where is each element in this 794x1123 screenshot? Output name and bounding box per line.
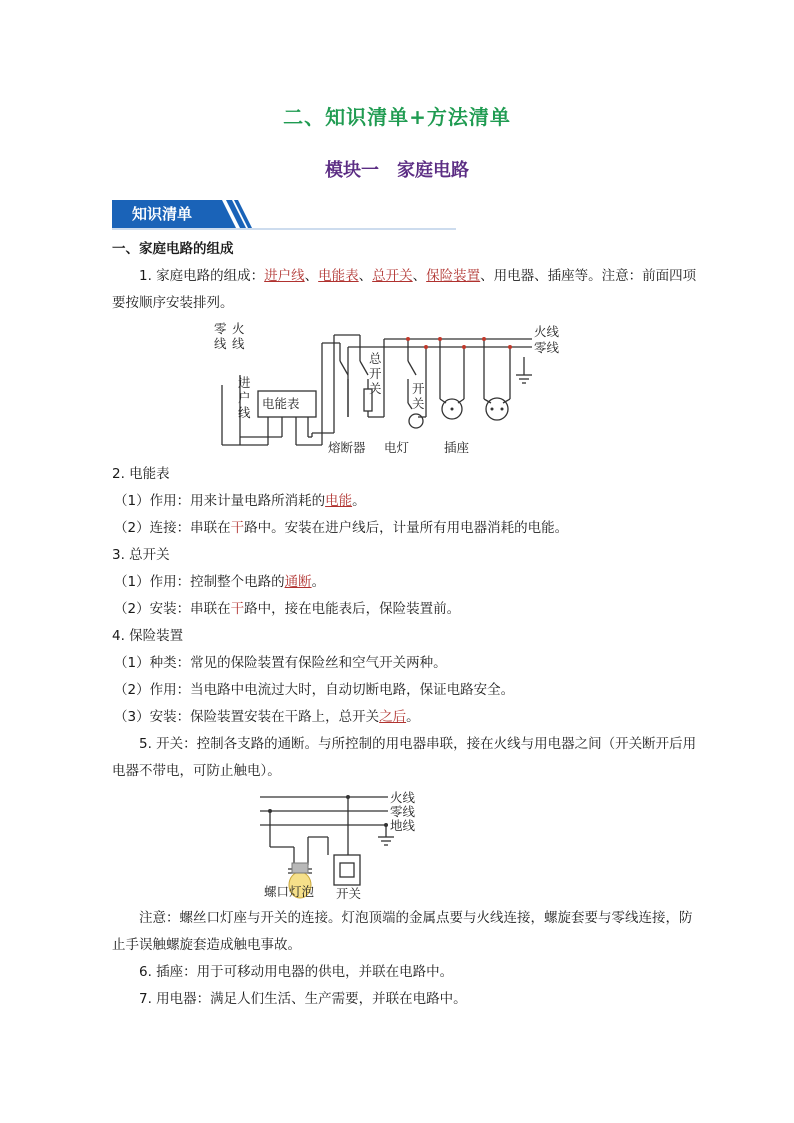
para-note: 注意：螺丝口灯座与开关的连接。灯泡顶端的金属点要与火线连接，螺旋套要与零线连接，防止手误触螺旋套造成触电事故。 [112,910,693,953]
text: 。 [311,574,326,590]
meter-connection [112,515,702,542]
key-after: 之后 [379,709,407,725]
label-service-line: 进户线 [238,375,251,420]
key-on-off: 通断 [284,574,312,590]
key-main-line-2: 干 [230,601,245,617]
text: 路中，接在电能表后，保险装置前。 [244,601,461,617]
para-socket: 6. 插座：用于可移动用电器的供电，并联在电路中。 [139,964,454,980]
key-meter: 电能表 [318,268,359,284]
text: 。 [406,709,420,725]
text: （3）安装：保险装置安装在干路上，总开关 [114,709,380,725]
section-banner [112,198,456,230]
section-banner-label: 知识清单 [132,205,193,223]
lamp-switch-diagram [112,785,702,905]
protection-types: （1）种类：常见的保险装置有保险丝和空气开关两种。 [114,655,447,671]
key-service-line: 进户线 [264,268,305,284]
content [112,236,702,1013]
label-switch-2: 开关 [336,886,362,901]
key-main-line: 干 [230,520,245,536]
label-ground: 地线 [390,818,416,833]
text: （1）作用：控制整个电路的 [114,574,285,590]
text: 、 [358,268,373,284]
text: 。 [352,493,366,509]
meter-function [112,488,702,515]
protection-function: （2）作用：当电路中电流过大时，自动切断电路，保证电路安全。 [114,682,515,698]
label-screw-lamp: 螺口灯泡 [264,884,315,899]
heading-meter: 2. 电能表 [112,466,170,482]
module-title: 模块一 家庭电路 [325,160,469,181]
text: （2）安装：串联在 [114,601,231,617]
label-socket: 插座 [444,440,470,455]
text: 、 [412,268,427,284]
label-live-left: 火线 [232,321,245,351]
heading-protection: 4. 保险装置 [112,628,184,644]
label-neutral: 零线 [390,804,416,819]
text: （1）作用：用来计量电路所消耗的 [114,493,326,509]
label-main-switch: 总开关 [369,351,382,396]
para-appliance: 7. 用电器：满足人们生活、生产需要，并联在电路中。 [139,991,467,1007]
switch-function [112,569,702,596]
para-composition [112,263,702,317]
text: （2）连接：串联在 [114,520,231,536]
household-circuit-diagram [112,317,702,461]
label-switch: 开关 [412,381,425,411]
text: 、用电器、插座等。注意：前面四项要按顺序安装排列。 [112,268,697,311]
label-live-right: 火线 [534,324,560,339]
heading-main-switch: 3. 总开关 [112,547,170,563]
label-meter: 电能表 [262,396,300,411]
text: 、 [304,268,319,284]
text: 1. 家庭电路的组成： [139,268,265,284]
key-protection: 保险装置 [426,268,481,284]
label-live: 火线 [390,790,416,805]
label-lamp: 电灯 [384,440,410,455]
label-fuse: 熔断器 [328,440,366,455]
key-main-switch: 总开关 [372,268,413,284]
para-switch: 5. 开关：控制各支路的通断。与所控制的用电器串联，接在火线与用电器之间（开关断开后用电器不带电，可防止触电）。 [112,736,697,779]
label-neutral-right: 零线 [534,340,560,355]
label-neutral-left: 零线 [214,321,227,351]
page-title: 二、知识清单+方法清单 [283,105,511,129]
heading-composition: 一、家庭电路的组成 [112,241,234,257]
protection-install [112,704,702,731]
text: 路中。安装在进户线后，计量所有用电器消耗的电能。 [244,520,569,536]
switch-install [112,596,702,623]
key-energy: 电能 [325,493,353,509]
